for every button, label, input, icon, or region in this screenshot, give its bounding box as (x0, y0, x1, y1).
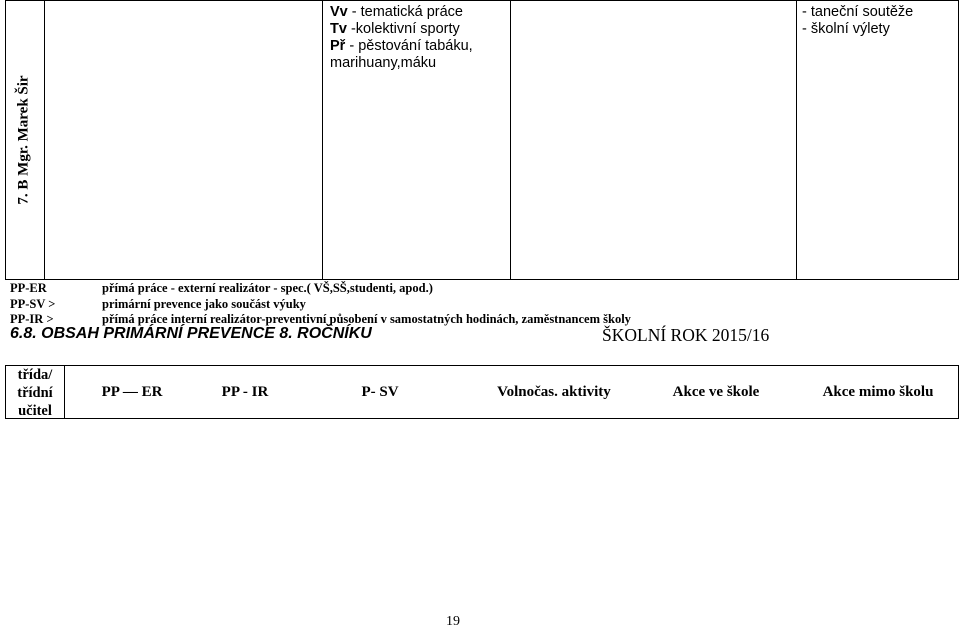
bottom-table-border-right (958, 365, 959, 419)
subject-line-vv: Vv - tematická práce (330, 4, 463, 20)
top-table-divider-2 (322, 0, 323, 280)
subjects-cell (330, 4, 473, 72)
header-p-sv: P- SV (361, 384, 399, 400)
top-table-border-right (958, 0, 959, 280)
subject-line-tv: Tv -kolektivní sporty (330, 21, 460, 37)
legend-abbr: PP-IR > (10, 312, 54, 326)
section-heading (10, 325, 780, 347)
class-teacher-label: 7. B Mgr. Marek Šir (15, 75, 32, 205)
bottom-table-border-bottom (5, 418, 959, 419)
section-title: 6.8. OBSAH PRIMÁRNÍ PREVENCE 8. ROČNÍKU (10, 325, 372, 342)
bottom-table-divider-1 (64, 365, 65, 419)
activity-line-2: - školní výlety (802, 21, 890, 37)
legend-row-pp-er (10, 280, 433, 296)
legend-desc: primární prevence jako součást výuky (102, 297, 306, 311)
legend-abbr: PP-SV > (10, 297, 56, 311)
top-table-divider-1 (44, 0, 45, 280)
class-teacher-label-cell (6, 0, 42, 280)
activities-cell (802, 4, 913, 38)
header-pp-ir: PP - IR (221, 384, 269, 400)
header-pp-er: PP — ER (101, 384, 163, 400)
top-table-border-top (5, 0, 959, 1)
page-number: 19 (446, 614, 460, 629)
legend-desc: přímá práce interní realizátor-preventivní působení v samostatných hodinách, zaměstnancem školy (102, 312, 631, 326)
legend-row-pp-sv (10, 296, 306, 312)
subject-line-pr: Př - pěstování tabáku, (330, 38, 473, 54)
header-class-teacher: třída/ třídní učitel (17, 367, 53, 419)
legend-desc: přímá práce - externí realizátor - spec.( VŠ,SŠ,studenti, apod.) (102, 281, 433, 295)
header-external-events: Akce mimo školu (822, 384, 934, 400)
legend-abbr: PP-ER (10, 281, 47, 295)
header-leisure-activities: Volnočas. aktivity (497, 384, 611, 400)
top-table-divider-4 (796, 0, 797, 280)
top-table-divider-3 (510, 0, 511, 280)
subject-line-continuation: marihuany,máku (330, 55, 437, 71)
activity-line-1: - taneční soutěže (802, 4, 914, 20)
school-year: ŠKOLNÍ ROK 2015/16 (602, 325, 770, 345)
header-school-events: Akce ve škole (672, 384, 760, 400)
bottom-table-border-top (5, 365, 959, 366)
